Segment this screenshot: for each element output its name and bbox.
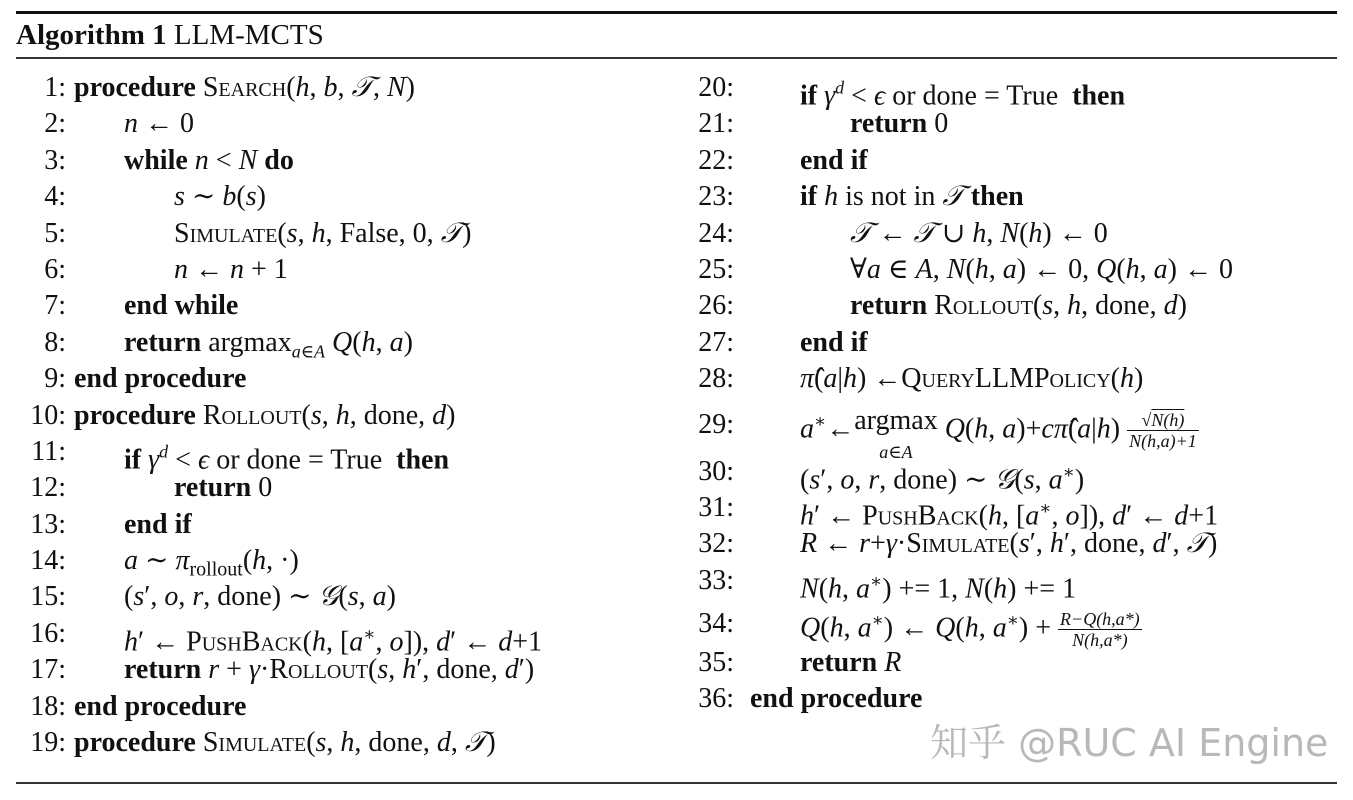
line-number: 9:: [44, 363, 66, 395]
algo-line-35: 35: return R: [696, 645, 1346, 681]
algorithm-right-column: [696, 70, 1346, 718]
line-number: 33:: [698, 564, 734, 596]
algo-line-36: 36: end procedure: [696, 681, 1346, 717]
line-number: 25:: [698, 253, 734, 285]
algo-line-14: 14: a ∼ $\pi_{rollout}(h$, ·): [18, 543, 678, 579]
algo-line-11: 11: if $\gamma^d < \epsilon$ or done = True then: [18, 434, 678, 470]
line-number: 4:: [44, 181, 66, 213]
line-number: 35:: [698, 647, 734, 679]
algo-line-8: 8: return argmax$_{a\in A}$ Q(h, a): [18, 325, 678, 361]
line-number: 20:: [698, 72, 734, 103]
algo-line-21: 21: return 0: [696, 106, 1346, 142]
line-number: 10:: [30, 399, 66, 431]
line-number: 8:: [44, 326, 66, 358]
algo-line-23: 23: if h is not in 𝒯 then: [696, 179, 1346, 215]
algo-line-12: 12: return 0: [18, 470, 678, 506]
algo-line-1: 1: procedure Search(h, b, 𝒯, N): [18, 70, 678, 106]
watermark-text: 知乎 @RUC AI Engine: [930, 721, 1329, 765]
line-number: 21:: [698, 108, 734, 140]
caption-rule: [16, 57, 1337, 59]
algo-line-17: 17: return r + γ·Rollout(s, h′, done, d′): [18, 652, 678, 688]
algo-line-22: 22: end if: [696, 143, 1346, 179]
line-number: 15:: [30, 581, 66, 613]
algo-line-34: 34: Q(h, a∗) ← Q(h, a∗) + $\frac{R-Q(h,a*)}{N(h,a*)}$: [696, 599, 1346, 645]
algo-line-2: 2: n ← 0: [18, 106, 678, 142]
bottom-rule: [16, 782, 1337, 784]
line-number: 19:: [30, 727, 66, 759]
line-number: 31:: [698, 491, 734, 523]
algo-line-27: 27: end if: [696, 325, 1346, 361]
algo-line-19: 19: procedure Simulate(s, h, done, d, 𝒯): [18, 725, 678, 761]
caption-title: LLM-MCTS: [173, 19, 324, 51]
line-number: 13:: [30, 508, 66, 540]
line-number: 29:: [698, 408, 734, 440]
line-number: 12:: [30, 472, 66, 504]
algo-line-6: 6: n ← n + 1: [18, 252, 678, 288]
algo-line-26: 26: return Rollout(s, h, done, d): [696, 288, 1346, 324]
line-number: 27:: [698, 326, 734, 358]
line-number: 14:: [30, 545, 66, 577]
top-rule: [16, 11, 1337, 14]
algo-line-3: 3: while n < N do: [18, 143, 678, 179]
line-number: 26:: [698, 290, 734, 322]
line-number: 16:: [30, 617, 66, 649]
algo-line-33: 33: N(h, a∗) += 1, N(h) += 1: [696, 563, 1346, 599]
line-number: 2:: [44, 108, 66, 140]
line-number: 6:: [44, 253, 66, 285]
algo-line-9: 9: end procedure: [18, 361, 678, 397]
algo-line-29: 29: a∗←argmax a∈A Q(h, a)+cπ̂(a|h) $\frac{√N(h)}{N(h,a)+1}$: [696, 398, 1346, 454]
line-number: 24:: [698, 217, 734, 249]
algo-line-7: 7: end while: [18, 288, 678, 324]
algo-line-30: 30: (s′, o, r, done) ∼ 𝒢(s, a∗): [696, 454, 1346, 490]
algo-line-15: 15: (s′, o, r, done) ∼ 𝒢(s, a): [18, 579, 678, 615]
line-number: 22:: [698, 144, 734, 176]
algo-line-18: 18: end procedure: [18, 689, 678, 725]
line-number: 3:: [44, 144, 66, 176]
algo-line-10: 10: procedure Rollout(s, h, done, d): [18, 398, 678, 434]
algo-line-4: 4: s ∼ b(s): [18, 179, 678, 215]
line-number: 30:: [698, 455, 734, 487]
caption-label: Algorithm 1: [16, 19, 167, 51]
algo-line-16: 16: h′ ← PushBack(h, [a∗, o]), d′ ← d+1: [18, 616, 678, 652]
line-number: 36:: [698, 683, 734, 715]
line-number: 34:: [698, 608, 734, 640]
algorithm-caption: [16, 16, 324, 54]
line-number: 32:: [698, 528, 734, 560]
line-number: 18:: [30, 690, 66, 722]
line-number: 23:: [698, 181, 734, 213]
line-number: 7:: [44, 290, 66, 322]
line-number: 17:: [30, 654, 66, 686]
algo-line-20: 20: if $\gamma^d < \epsilon$ or done = True then: [696, 70, 1346, 106]
line-number: 28:: [698, 363, 734, 395]
algorithm-left-column: [18, 70, 678, 761]
line-number: 11:: [31, 435, 66, 467]
algo-line-31: 31: h′ ← PushBack(h, [a∗, o]), d′ ← d+1: [696, 490, 1346, 526]
algo-line-5: 5: Simulate(s, h, False, 0, 𝒯): [18, 216, 678, 252]
algo-line-25: 25: ∀a ∈ A, N(h, a) ← 0, Q(h, a) ← 0: [696, 252, 1346, 288]
algo-line-28: 28: π̂(a|h) ←QueryLLMPolicy(h): [696, 361, 1346, 397]
line-number: 1:: [44, 72, 66, 103]
algo-line-13: 13: end if: [18, 507, 678, 543]
algo-line-24: 24: 𝒯 ← 𝒯 ∪ h, N(h) ← 0: [696, 216, 1346, 252]
algo-line-32: 32: R ← r+γ·Simulate(s′, h′, done, d′, 𝒯): [696, 526, 1346, 562]
line-number: 5:: [44, 217, 66, 249]
